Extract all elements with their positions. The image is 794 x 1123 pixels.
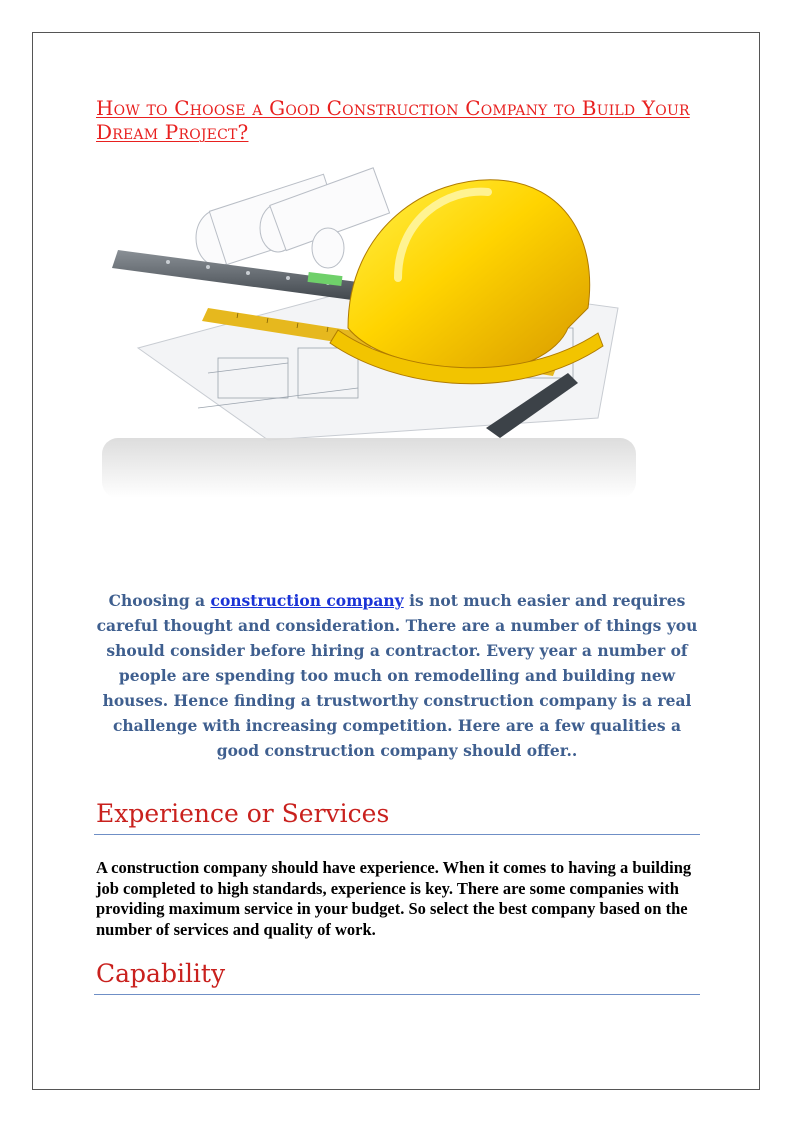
section-heading-capability: Capability (96, 959, 226, 988)
intro-lead: Choosing a (108, 591, 211, 610)
document-title: How to Choose a Good Construction Company to Build Your Dream Project? (96, 96, 690, 144)
intro-paragraph (90, 588, 704, 763)
section-divider (94, 834, 700, 835)
intro-rest: is not much easier and requires careful thought and consideration. There are a number of things you should consider before hiring a contractor. Every year a number of people are spending too much on remodelling and building new houses. Hence finding a trustworthy construction company is a real challenge with increasing competition. Here are a few qualities a good construction company should offer.. (96, 591, 698, 760)
construction-company-link[interactable]: construction company (210, 591, 404, 610)
experience-paragraph: A construction company should have experience. When it comes to having a building job completed to high standards, experience is key. There are some companies with providing maximum service in your budget. So select the best company based on the number of services and quality of work. (96, 858, 692, 939)
section-divider (94, 994, 700, 995)
section-heading-experience: Experience or Services (96, 799, 390, 828)
construction-helmet-blueprints-image (98, 158, 638, 502)
hero-image (98, 158, 638, 502)
